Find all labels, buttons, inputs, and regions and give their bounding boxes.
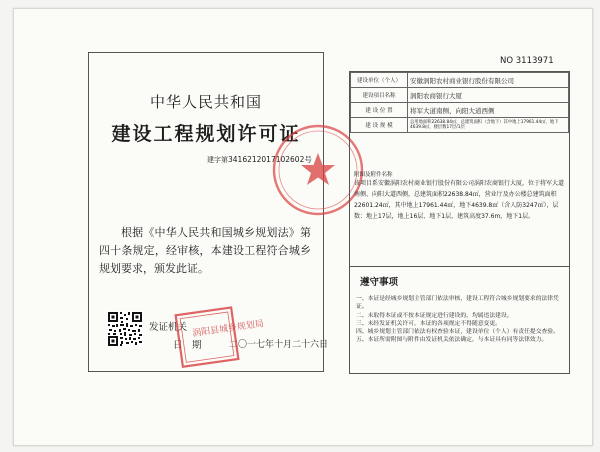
row-key: 建 设 位 置	[351, 103, 408, 118]
attachment-text: 该项目系安徽涡阳农村商业银行股份有限公司涡阳农商银行大厦，位于将军大道南侧、向阳大道西侧，总建筑面积22638.84㎡，营业厅及办公楼总建筑面积22601.24㎡，其中地上17961.44㎡，地下4639.8㎡（含人防3247㎡），层数：地上17层，地上16层、地下1层，建筑高度37.6m，地下1层。	[354, 180, 565, 220]
row-value: 总用地面积22638.84㎡，总建筑面积（含地下）其中地上17961.44㎡，地下4639.8㎡，楼层数17层/1层	[408, 118, 569, 133]
row-value: 安徽涡阳农村商业银行股份有限公司	[408, 73, 569, 88]
table-row	[351, 103, 569, 118]
certificate-body-text: 根据《中华人民共和国城乡规划法》第四十条规定，经审核，本建设工程符合城乡规划要求，颁发此证。	[99, 226, 311, 275]
attachment-heading: 附图及附件名称	[354, 172, 393, 178]
list-item: 四、城乡规划主管部门依法有权查验本证，建设单位（个人）有责任提交查验。	[356, 329, 559, 336]
country-name: 中华人民共和国	[149, 93, 262, 111]
issuer-label: 发证机关	[149, 322, 188, 333]
cert-no-suffix: 号	[304, 155, 312, 164]
table-row	[351, 88, 569, 103]
compliance-notes	[350, 266, 569, 374]
list-item: 二、未取得本证或不按本证规定进行建设的，均属违法建设。	[356, 312, 513, 319]
notes-list	[356, 295, 561, 345]
issuer-seal-text: 涡阳县城乡规划局	[191, 319, 265, 340]
row-value: 将军大道南侧、向阳大道西侧	[408, 103, 569, 118]
cert-no-value: 341621201710​2602	[228, 155, 305, 164]
table-row	[351, 118, 569, 133]
cert-no-label: 建字第	[207, 156, 228, 164]
qr-code-icon	[107, 311, 143, 347]
row-key: 建设单位（个人）	[351, 73, 408, 88]
certificate-title: 建设工程规划许可证	[111, 123, 301, 145]
date-label: 日 期	[173, 340, 202, 351]
row-key: 建 设 规 模	[351, 118, 408, 133]
list-item: 一、本证是经城乡规划主管部门依法审核，建设工程符合城乡规划要求的法律凭证。	[356, 296, 559, 311]
issuer-seal-stamp-icon	[173, 306, 265, 368]
serial-label: NO	[500, 56, 514, 66]
certificate-right-page	[349, 71, 570, 374]
notes-title: 遵守事项	[360, 277, 399, 288]
list-item: 五、本证所需附图与附件由发证机关依法确定，与本证具有同等法律效力。	[356, 337, 548, 344]
table-row	[351, 73, 569, 88]
list-item: 三、未经发证机关许可，本证的各项规定不得随意变更。	[356, 320, 501, 327]
row-key: 建设项目名称	[351, 88, 408, 103]
row-value: 涡阳农商银行大厦	[408, 88, 569, 103]
issue-date: 二〇一七年十月二十六日	[229, 340, 329, 350]
serial-number	[500, 56, 554, 66]
serial-value: 3113971	[515, 56, 554, 66]
project-info-table	[350, 72, 569, 133]
